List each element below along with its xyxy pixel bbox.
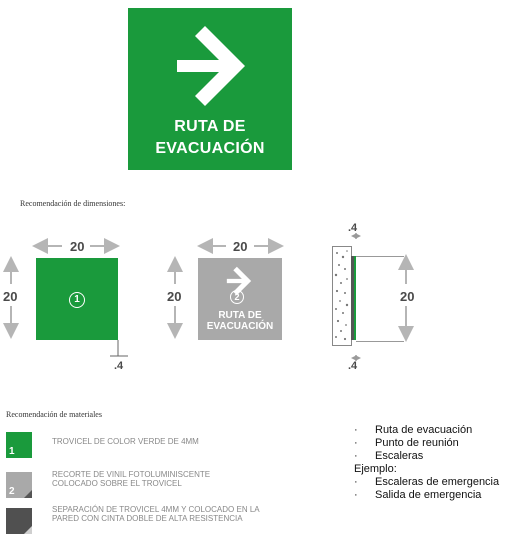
height-label-3: 20	[400, 289, 415, 304]
width-label-1: 20	[70, 239, 85, 254]
material-number-2: 2	[9, 486, 15, 497]
materials-heading: Recomendación de materiales	[6, 410, 102, 419]
list-item	[354, 476, 499, 489]
height-label-2: 20	[167, 289, 182, 304]
material-number-1: 1	[9, 446, 15, 457]
dimensions-heading: Recomendación de dimensiones:	[20, 199, 126, 208]
preview-line2: EVACUACIÓN	[206, 321, 274, 332]
green-panel-view	[36, 258, 118, 340]
corner-mark	[24, 490, 32, 498]
layer-marker-2: 2	[230, 290, 244, 304]
thickness-label-bottom: .4	[348, 360, 358, 372]
example-label: Ejemplo:	[354, 463, 397, 475]
width-label-2: 20	[233, 239, 248, 254]
list-item	[354, 424, 499, 437]
use-item-label: Punto de reunión	[375, 437, 459, 449]
evacuation-sign	[128, 8, 292, 170]
wall-section	[332, 246, 352, 346]
photoluminescent-panel-view	[198, 258, 282, 340]
uses-list	[354, 424, 499, 502]
material-swatch-2	[6, 472, 32, 498]
right-arrow-icon	[175, 24, 247, 108]
example-item-label: Escaleras de emergencia	[375, 476, 500, 488]
list-item	[354, 437, 499, 450]
bullet: ·	[354, 424, 358, 436]
material-swatch-3	[6, 508, 32, 534]
material-text-1: TROVICEL DE COLOR VERDE DE 4MM	[52, 437, 199, 446]
material-text-3: SEPARACIÓN DE TROVICEL 4MM Y COLOCADO EN LA PARED CON CINTA DOBLE DE ALTA RESISTENCIA	[52, 505, 260, 523]
bullet: ·	[354, 476, 358, 488]
material-swatch-1	[6, 432, 32, 458]
sign-title-line2: EVACUACIÓN	[155, 140, 265, 157]
sign-side-outline	[356, 256, 404, 342]
example-item-label: Salida de emergencia	[375, 489, 482, 501]
layer-marker-1: 1	[69, 292, 85, 308]
material-text-2: RECORTE DE VINIL FOTOLUMINISCENTE COLOCADO SOBRE EL TROVICEL	[52, 470, 211, 488]
thickness-label-1: .4	[114, 360, 124, 372]
sign-title-line1: RUTA DE	[174, 118, 246, 135]
use-item-label: Ruta de evacuación	[375, 424, 473, 436]
bullet: ·	[354, 489, 358, 501]
list-item	[354, 450, 499, 463]
use-item-label: Escaleras	[375, 450, 424, 462]
preview-line1: RUTA DE	[218, 310, 262, 321]
bullet: ·	[354, 437, 358, 449]
height-label-1: 20	[3, 289, 18, 304]
thickness-label-top: .4	[348, 222, 358, 234]
list-item	[354, 489, 499, 502]
bullet: ·	[354, 450, 358, 462]
corner-mark	[24, 526, 32, 534]
